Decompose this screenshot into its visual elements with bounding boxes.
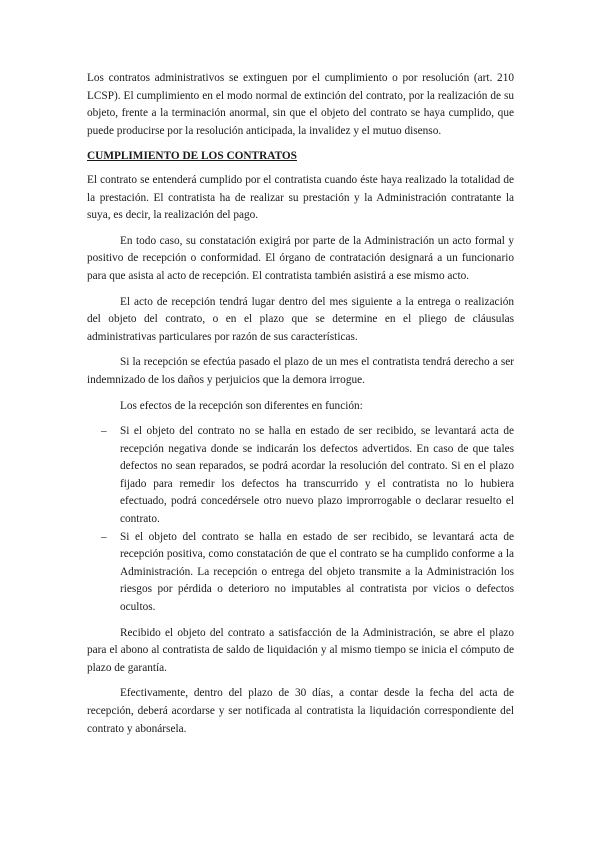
document-page bbox=[87, 70, 514, 746]
paragraph-5: Los efectos de la recepción son diferentes en función: bbox=[120, 399, 363, 412]
list-item-text: Si el objeto del contrato no se halla en estado de ser recibido, se levantará acta de recepción negativa donde se indicarán los defectos advertidos. En caso de que tales defectos no sean reparados, se podrá acordar la resolución del contrato. Si en el plazo fijado para remedir los defectos ha transcurrido y el contratista no lo hubiera efectuado, podrá concedérsele otro nuevo plazo improrrogable o declarar resuelto el contrato. bbox=[120, 425, 514, 526]
effects-list bbox=[87, 423, 514, 617]
intro-paragraph: Los contratos administrativos se extinguen por el cumplimiento o por resolución (art. 210 LCSP). El cumplimiento en el modo normal de extinción del contrato, por la realización de su objeto, frente a la terminación anormal, sin que el objeto del contrato se haya cumplido, que puede producirse por la resolución anticipada, la invalidez y el mutuo disenso. bbox=[87, 72, 514, 137]
list-item bbox=[87, 423, 514, 529]
dash-bullet: – bbox=[101, 530, 107, 543]
list-item-text: Si el objeto del contrato se halla en estado de ser recibido, se levantará acta de recepción positiva, como constatación de que el contrato se ha cumplido conforme a la Administración. La recepción o entrega del objeto transmite a la Administración los riesgos por pérdida o deterioro no imputables al contratista por vicios o defectos ocultos. bbox=[120, 530, 514, 614]
section-heading: CUMPLIMIENTO DE LOS CONTRATOS bbox=[87, 150, 297, 163]
list-item bbox=[87, 529, 514, 617]
closing-paragraph-1: Recibido el objeto del contrato a satisfacción de la Administración, se abre el plazo para el abono al contratista de saldo de liquidación y al mismo tiempo se inicia el cómputo de plazo de garantía. bbox=[87, 626, 514, 674]
closing-paragraph-2: Efectivamente, dentro del plazo de 30 días, a contar desde la fecha del acta de recepción, deberá acordarse y ser notificada al contratista la liquidación correspondiente del contrato y abonársela. bbox=[87, 687, 514, 735]
paragraph-4: Si la recepción se efectúa pasado el plazo de un mes el contratista tendrá derecho a ser indemnizado de los daños y perjuicios que la demora irrogue. bbox=[87, 356, 514, 386]
paragraph-1: El contrato se entenderá cumplido por el contratista cuando éste haya realizado la totalidad de la prestación. El contratista ha de realizar su prestación y la Administración contratante la suya, es decir, la realización del pago. bbox=[87, 173, 514, 222]
paragraph-3: El acto de recepción tendrá lugar dentro del mes siguiente a la entrega o realización del objeto del contrato, o en el plazo que se determine en el pliego de cláusulas administrativas particulares por razón de sus características. bbox=[87, 295, 514, 343]
dash-bullet: – bbox=[101, 425, 107, 438]
paragraph-2: En todo caso, su constatación exigirá por parte de la Administración un acto formal y positivo de recepción o conformidad. El órgano de contratación designará a un funcionario para que asista al acto de recepción. El contratista también asistirá a ese mismo acto. bbox=[87, 234, 514, 282]
